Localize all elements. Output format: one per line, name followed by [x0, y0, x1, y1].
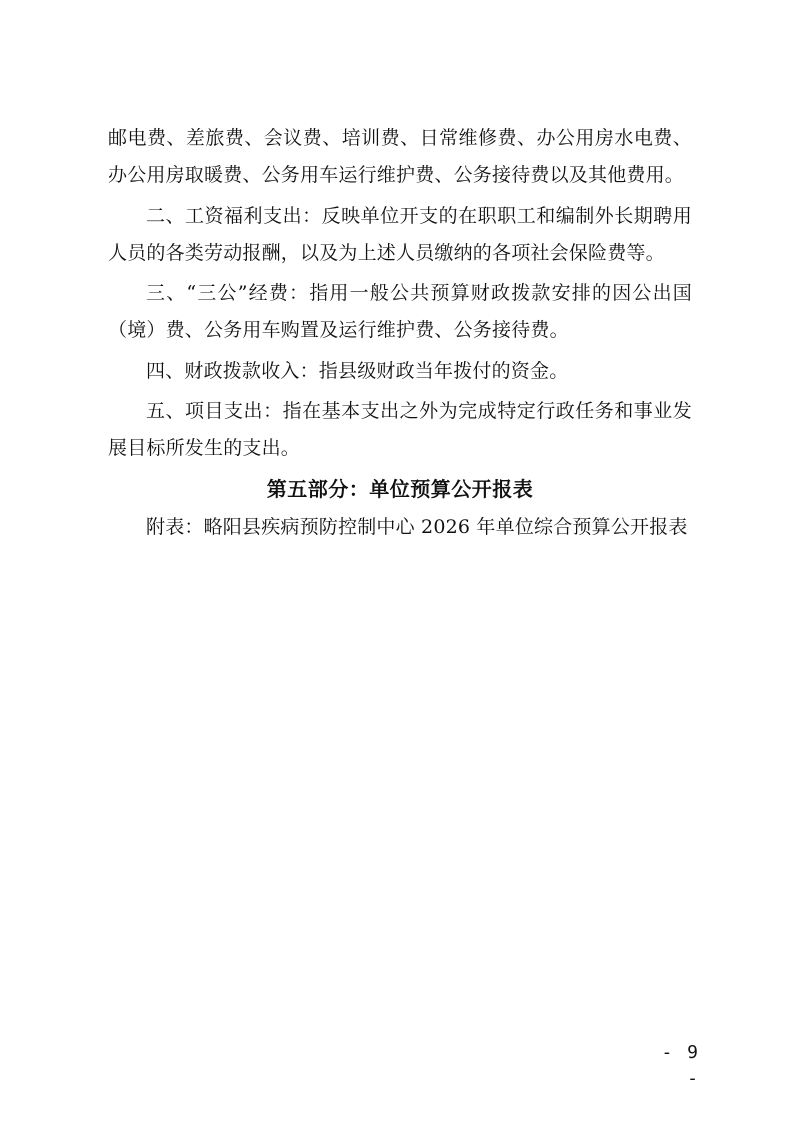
paragraph-project-expenditure: 五、项目支出：指在基本支出之外为完成特定行政任务和事业发展目标所发生的支出。	[108, 400, 692, 460]
attachment-note: 附表：略阳县疾病预防控制中心 2026 年单位综合预算公开报表	[146, 515, 688, 538]
paragraph-three-public-expenses: 三、“三公”经费：指用一般公共预算财政拨款安排的因公出国（境）费、公务用车购置及运行维护费、公务接待费。	[108, 282, 692, 342]
page-number: - 9 -	[661, 1042, 700, 1089]
paragraph-fiscal-allocation-income: 四、财政拨款收入：指县级财政当年拨付的资金。	[146, 359, 569, 382]
paragraph-salary-welfare: 二、工资福利支出：反映单位开支的在职职工和编制外长期聘用人员的各类劳动报酬，以及为上述人员缴纳的各项社会保险费等。	[108, 204, 692, 264]
body-text	[108, 120, 692, 549]
section-heading: 第五部分：单位预算公开报表	[266, 476, 534, 501]
paragraph-continued-expenses: 邮电费、差旅费、会议费、培训费、日常维修费、办公用房水电费、办公用房取暖费、公务用车运行维护费、公务接待费以及其他费用。	[108, 127, 692, 187]
